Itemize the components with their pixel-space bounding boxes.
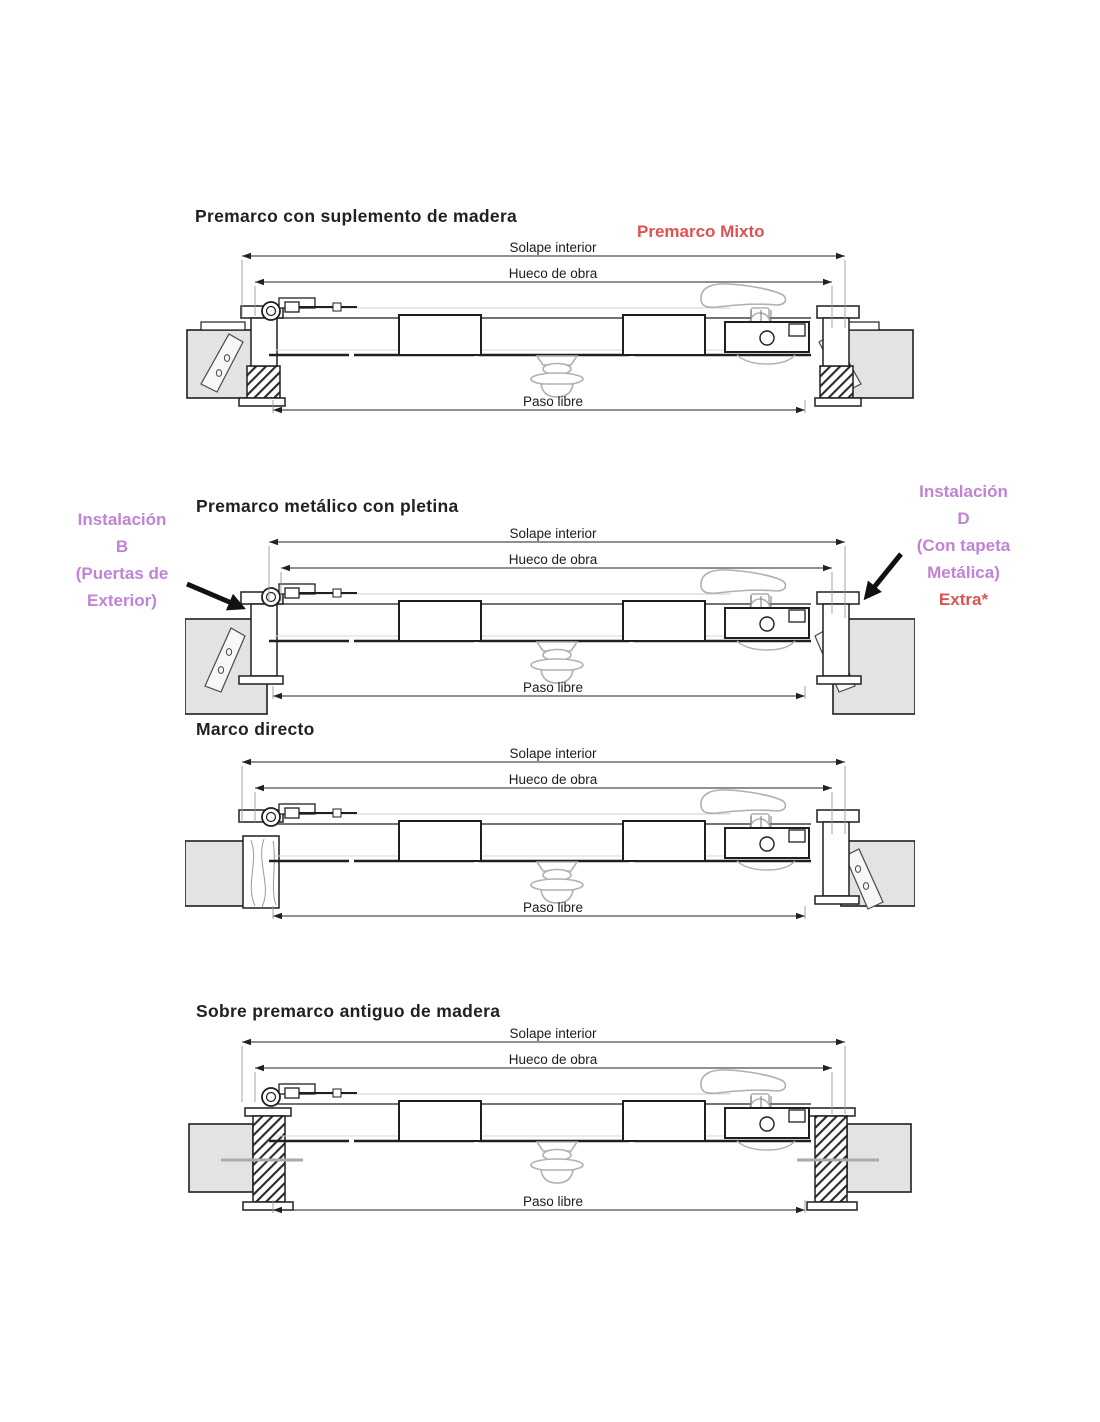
lock-box: [399, 1101, 481, 1141]
diagram-marco-directo: [185, 744, 915, 944]
annotation-line: B: [115, 537, 129, 556]
dim-label-paso: Paso libre: [522, 394, 584, 409]
annotation-line: D: [957, 509, 970, 528]
dim-label-solape: Solape interior: [509, 240, 597, 255]
annotation-line: Metálica): [927, 563, 1000, 582]
dim-label-solape: Solape interior: [509, 526, 597, 541]
diagram-premarco-suplemento-madera: [185, 238, 915, 438]
lock-box: [623, 821, 705, 861]
dim-label-solape: Solape interior: [509, 746, 597, 761]
annotation-line: Exterior): [87, 591, 157, 610]
dim-label-hueco: Hueco de obra: [508, 1052, 598, 1067]
annotation-line: Instalación: [919, 482, 1008, 501]
annotation-line: (Con tapeta: [916, 536, 1011, 555]
annotation-instalacion-b: [38, 506, 206, 614]
section-title-sobre-premarco-antiguo: Sobre premarco antiguo de madera: [196, 1001, 501, 1021]
dim-label-paso: Paso libre: [522, 1194, 584, 1209]
lock-box: [623, 315, 705, 355]
wall-right: [847, 1124, 911, 1192]
section-title-premarco-madera: Premarco con suplemento de madera: [195, 206, 518, 226]
dim-label-paso: Paso libre: [522, 680, 584, 695]
lock-box: [399, 821, 481, 861]
lock-box: [399, 315, 481, 355]
section-title-premarco-metalico: Premarco metálico con pletina: [196, 496, 459, 516]
lock-box: [399, 601, 481, 641]
dim-label-hueco: Hueco de obra: [508, 266, 598, 281]
dim-label-solape: Solape interior: [509, 1026, 597, 1041]
dim-label-hueco: Hueco de obra: [508, 772, 598, 787]
premarco-mixto-label: Premarco Mixto: [637, 222, 765, 241]
diagram-sobre-premarco-antiguo: [185, 1024, 915, 1224]
lock-box: [623, 1101, 705, 1141]
dim-label-paso: Paso libre: [522, 900, 584, 915]
annotation-line: Instalación: [77, 510, 167, 529]
dim-label-hueco: Hueco de obra: [508, 552, 598, 567]
section-title-marco-directo: Marco directo: [196, 719, 315, 739]
diagram-premarco-metalico-pletina: [185, 524, 915, 724]
wall-left: [189, 1124, 253, 1192]
annotation-extra: Extra*: [938, 590, 989, 609]
annotation-line: (Puertas de: [75, 564, 169, 583]
lock-box: [623, 601, 705, 641]
